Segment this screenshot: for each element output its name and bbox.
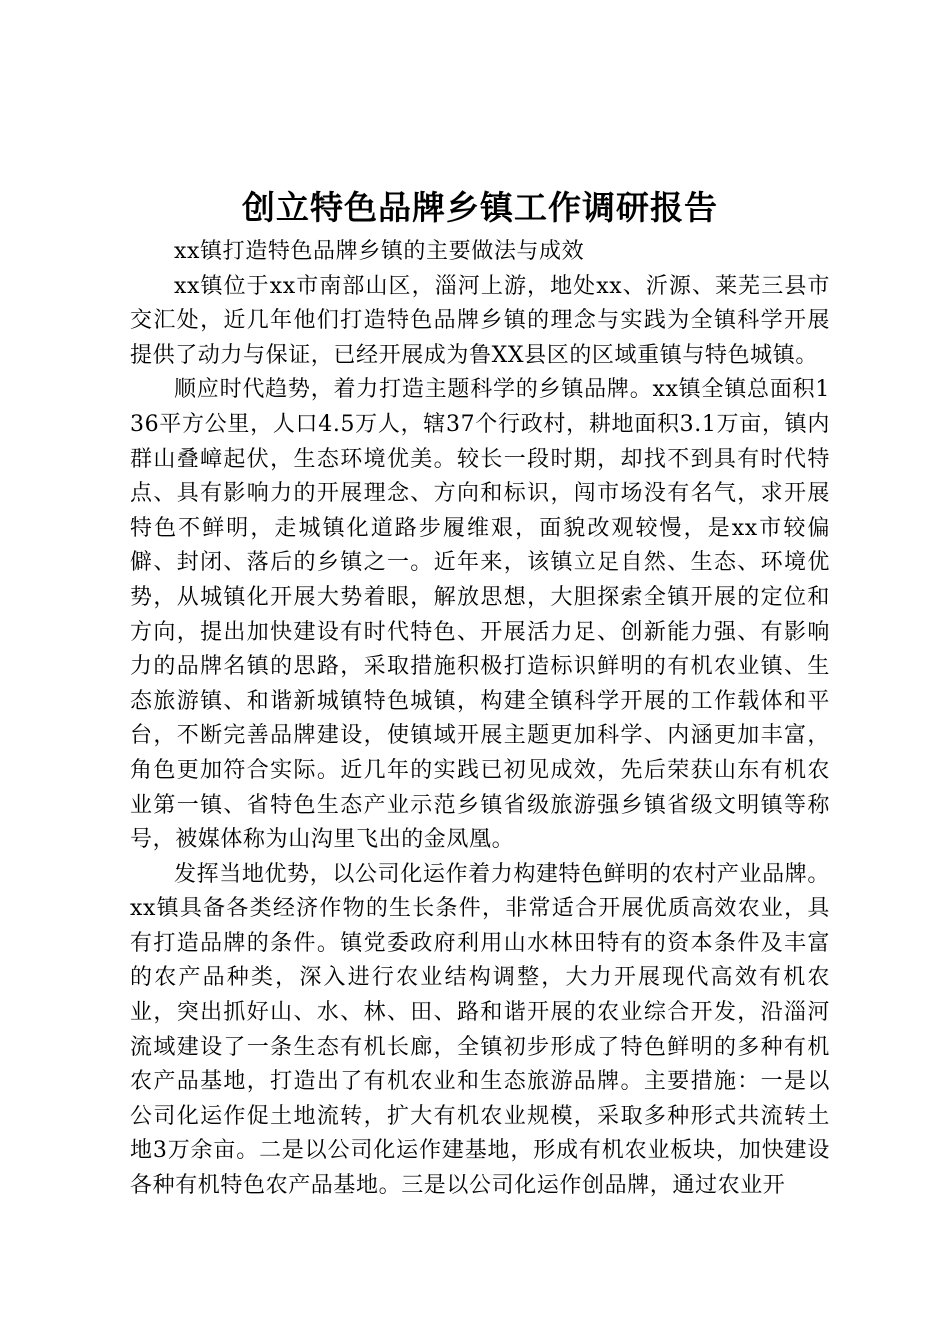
document-title: 创立特色品牌乡镇工作调研报告 — [242, 188, 718, 227]
body-paragraph: xx镇位于xx市南部山区，淄河上游，地处xx、沂源、莱芜三县市交汇处，近几年他们打造特色品牌乡镇的理念与实践为全镇科学开展提供了动力与保证，已经开展成为鲁XX县区的区域重镇与特色城镇。 — [130, 273, 830, 368]
body-paragraph: 顺应时代趋势，着力打造主题科学的乡镇品牌。xx镇全镇总面积136平方公里，人口4.5万人，辖37个行政村，耕地面积3.1万亩，镇内群山叠嶂起伏，生态环境优美。较长一段时期，却找不到具有时代特点、具有影响力的开展理念、方向和标识，闯市场没有名气，求开展特色不鲜明，走城镇化道路步履维艰，面貌改观较慢，是xx市较偏僻、封闭、落后的乡镇之一。近年来，该镇立足自然、生态、环境优势，从城镇化开展大势着眼，解放思想，大胆探索全镇开展的定位和方向，提出加快建设有时代特色、开展活力足、创新能力强、有影响力的品牌名镇的思路，采取措施积极打造标识鲜明的有机农业镇、生态旅游镇、和谐新城镇特色城镇，构建全镇科学开展的工作载体和平台，不断完善品牌建设，使镇域开展主题更加科学、内涵更加丰富，角色更加符合实际。近几年的实践已初见成效，先后荣获山东有机农业第一镇、省特色生态产业示范乡镇省级旅游强乡镇省级文明镇等称号，被媒体称为山沟里飞出的金凤凰。 — [130, 377, 830, 853]
document-page — [130, 183, 830, 1204]
body-paragraph: 发挥当地优势，以公司化运作着力构建特色鲜明的农村产业品牌。xx镇具备各类经济作物的生长条件，非常适合开展优质高效农业，具有打造品牌的条件。镇党委政府利用山水林田特有的资本条件及丰富的农产品种类，深入进行农业结构调整，大力开展现代高效有机农业，突出抓好山、水、林、田、路和谐开展的农业综合开发，沿淄河流域建设了一条生态有机长廊，全镇初步形成了特色鲜明的多种有机农产品基地，打造出了有机农业和生态旅游品牌。主要措施：一是以公司化运作促土地流转，扩大有机农业规模，采取多种形式共流转土地3万余亩。二是以公司化运作建基地，形成有机农业板块，加快建设各种有机特色农产品基地。三是以公司化运作创品牌，通过农业开 — [130, 861, 830, 1199]
section-heading: xx镇打造特色品牌乡镇的主要做法与成效 — [174, 239, 585, 264]
